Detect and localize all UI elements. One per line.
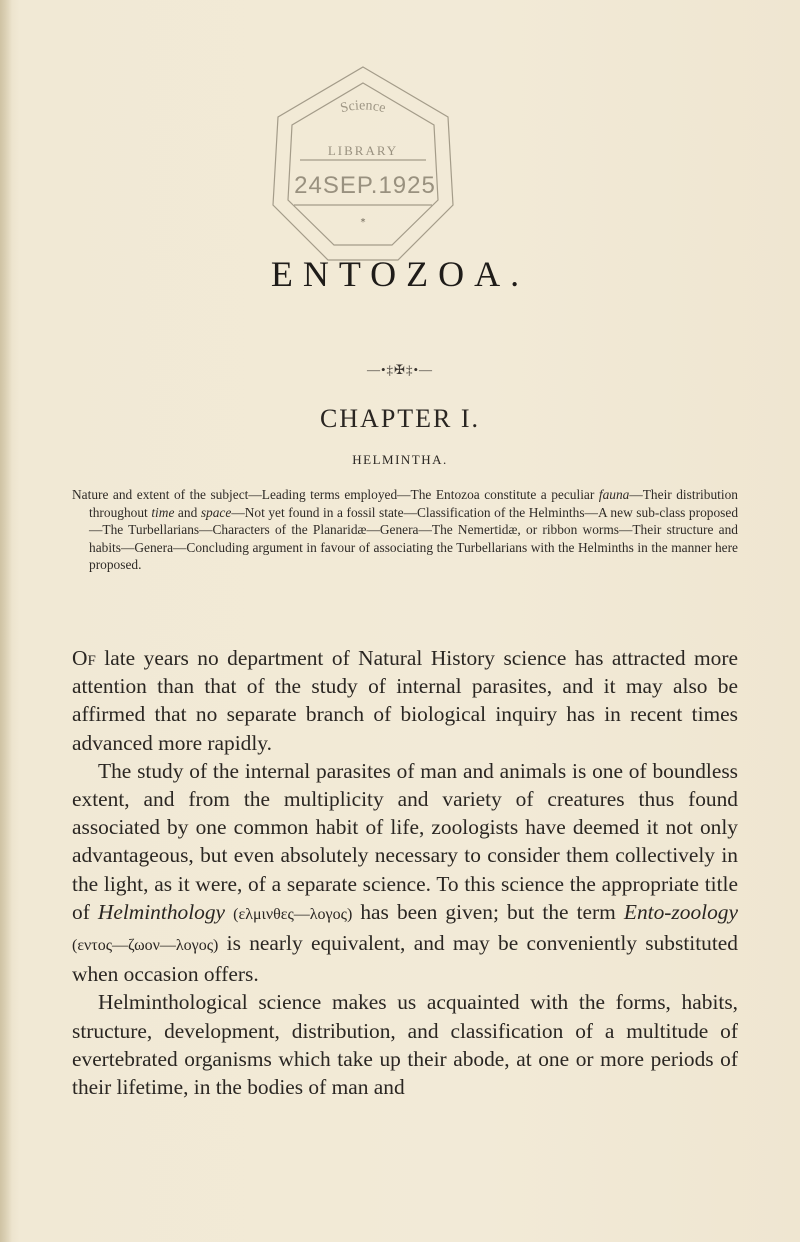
- chapter-synopsis: Nature and extent of the subject—Leading terms employed—The Entozoa constitute a peculiar fauna—Their distribution throughout time and space—Not yet found in a fossil state—Classification of the Helminths—A new sub-class proposed—The Turbellarians—Characters of the Planaridæ—Genera—The Nemertidæ, or ribbon worms—Their structure and habits—Genera—Concluding argument in favour of associating the Turbellarians with the Helminths in the manner here proposed.: [72, 487, 739, 573]
- chapter-body: [72, 644, 738, 1101]
- paragraph-3: Helminthological science makes us acquainted with the forms, habits, structure, development, distribution, and classification of a multitude of evertebrated organisms which take up their abode, at one or more periods of their lifetime, in the bodies of man and: [72, 990, 738, 1100]
- paragraph-1: Of late years no department of Natural History science has attracted more attention than that of the study of internal parasites, and it may also be affirmed that no separate branch of biological inquiry has in recent times advanced more rapidly.: [72, 646, 738, 755]
- book-section-title: ENTOZOA.: [270, 254, 530, 294]
- stamp-library-label: LIBRARY: [327, 143, 399, 158]
- ornamental-divider: —•‡✠‡•—: [367, 362, 433, 377]
- chapter-subtitle: HELMINTHA.: [352, 452, 448, 467]
- chapter-heading: CHAPTER I.: [319, 404, 481, 433]
- stamp-date: 24SEP.1925: [294, 172, 436, 199]
- stamp-arc-text: Science: [339, 98, 388, 117]
- svg-text:*: *: [360, 217, 366, 228]
- page-gutter-shadow: [0, 0, 12, 1242]
- svg-text:Science: [339, 98, 387, 116]
- drop-word: Of: [72, 646, 96, 670]
- library-stamp: [248, 55, 478, 275]
- paragraph-2: The study of the internal parasites of man and animals is one of boundless extent, and from the multiplicity and variety of creatures thus found associated by one common habit of life, zoologists have deemed it not only advantageous, but even absolutely necessary to consider them collectively in the light, as it were, of a separate science. To this science the appropriate title of Helminthology (ελμινθες—λογος) has been given; but the term Ento-zoology (εντος—ζωον—λογος) is nearly equivalent, and may be conveniently substituted when occasion offers.: [72, 758, 738, 987]
